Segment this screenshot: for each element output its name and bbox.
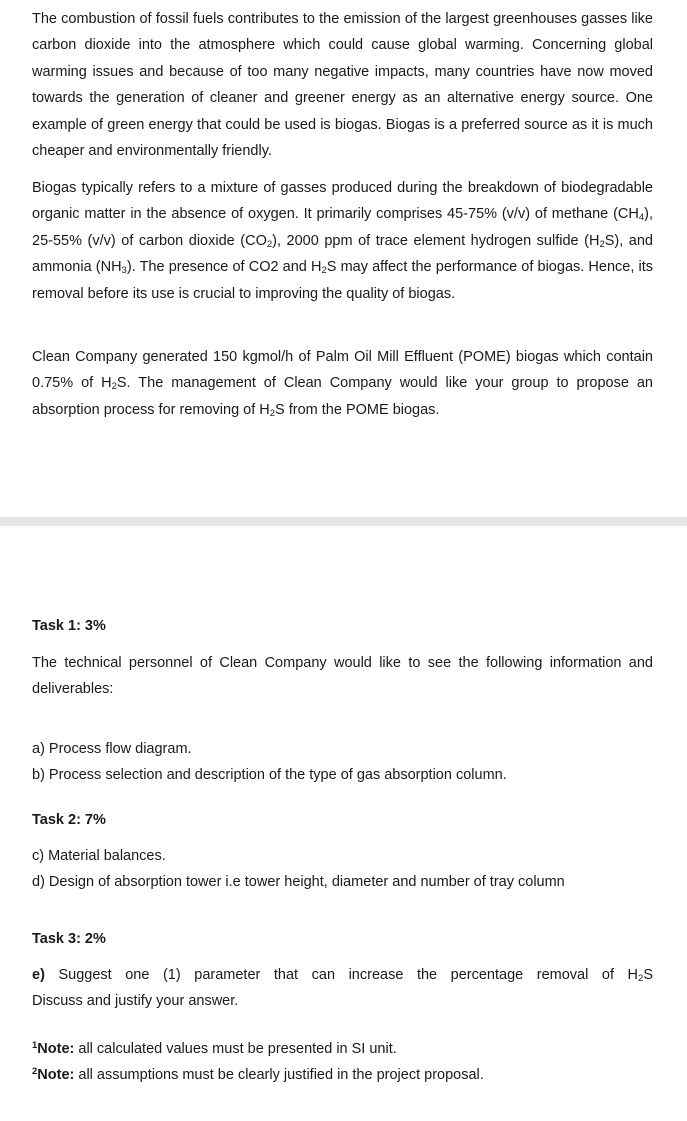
deliverable-b: b) Process selection and description of the type of gas absorption column.	[32, 767, 507, 783]
deliverable-a: a) Process flow diagram.	[32, 741, 192, 757]
biogas-composition-paragraph: Biogas typically refers to a mixture of gasses produced during the breakdown of biodegradable organic matter in the absence of oxygen. It primarily comprises 45-75% (v/v) of methane $(CH_4)$, 25-55% (v/v) of carbon dioxide $(CO_2)$, 2000 ppm of trace element hydrogen sulfide $(H_2S)$, and ammonia $(NH_3)$. The presence of CO2 and $H_2S$ may affect the performance of biogas. Hence, its removal before its use is crucial to improving the quality of biogas.	[32, 180, 654, 302]
deliverable-e-line2: Discuss and justify your answer.	[32, 993, 239, 1009]
footnote-2: $^2$Note: all assumptions must be clearly justified in the project proposal.	[32, 1066, 484, 1083]
deliverable-c: c) Material balances.	[32, 848, 166, 864]
task1-heading: Task 1: 3%	[32, 618, 106, 634]
deliverable-d: d) Design of absorption tower i.e tower height, diameter and number of tray column	[32, 874, 565, 890]
intro-paragraph: The combustion of fossil fuels contributes to the emission of the largest greenhouses gasses like carbon dioxide into the atmosphere which could cause global warming. Concerning global warming issues and because of too many negative impacts, many countries have now moved towards the generation of cleaner and greener energy as an alternative energy source. One example of green energy that could be used is biogas. Biogas is a preferred source as it is much cheaper and environmentally friendly.	[32, 11, 653, 160]
page-divider	[0, 517, 687, 526]
task2-heading: Task 2: 7%	[32, 812, 106, 828]
task3-heading: Task 3: 2%	[32, 931, 106, 947]
clean-company-paragraph: Clean Company generated 150 kgmol/h of Palm Oil Mill Effluent (POME) biogas which contain 0.75% of $H_2S$. The management of Clean Company would like your group to propose an absorption process for removing of $H_2S$ from the POME biogas.	[32, 349, 653, 419]
footnote-1: $^1$Note: all calculated values must be presented in SI unit.	[32, 1040, 397, 1057]
document-page-1	[0, 0, 687, 517]
document-page-2	[0, 526, 687, 1121]
deliverable-e: e) Suggest one (1) parameter that can increase the percentage removal of $H_2S$	[32, 967, 653, 984]
task1-intro: The technical personnel of Clean Company would like to see the following information and deliverables:	[32, 655, 653, 698]
